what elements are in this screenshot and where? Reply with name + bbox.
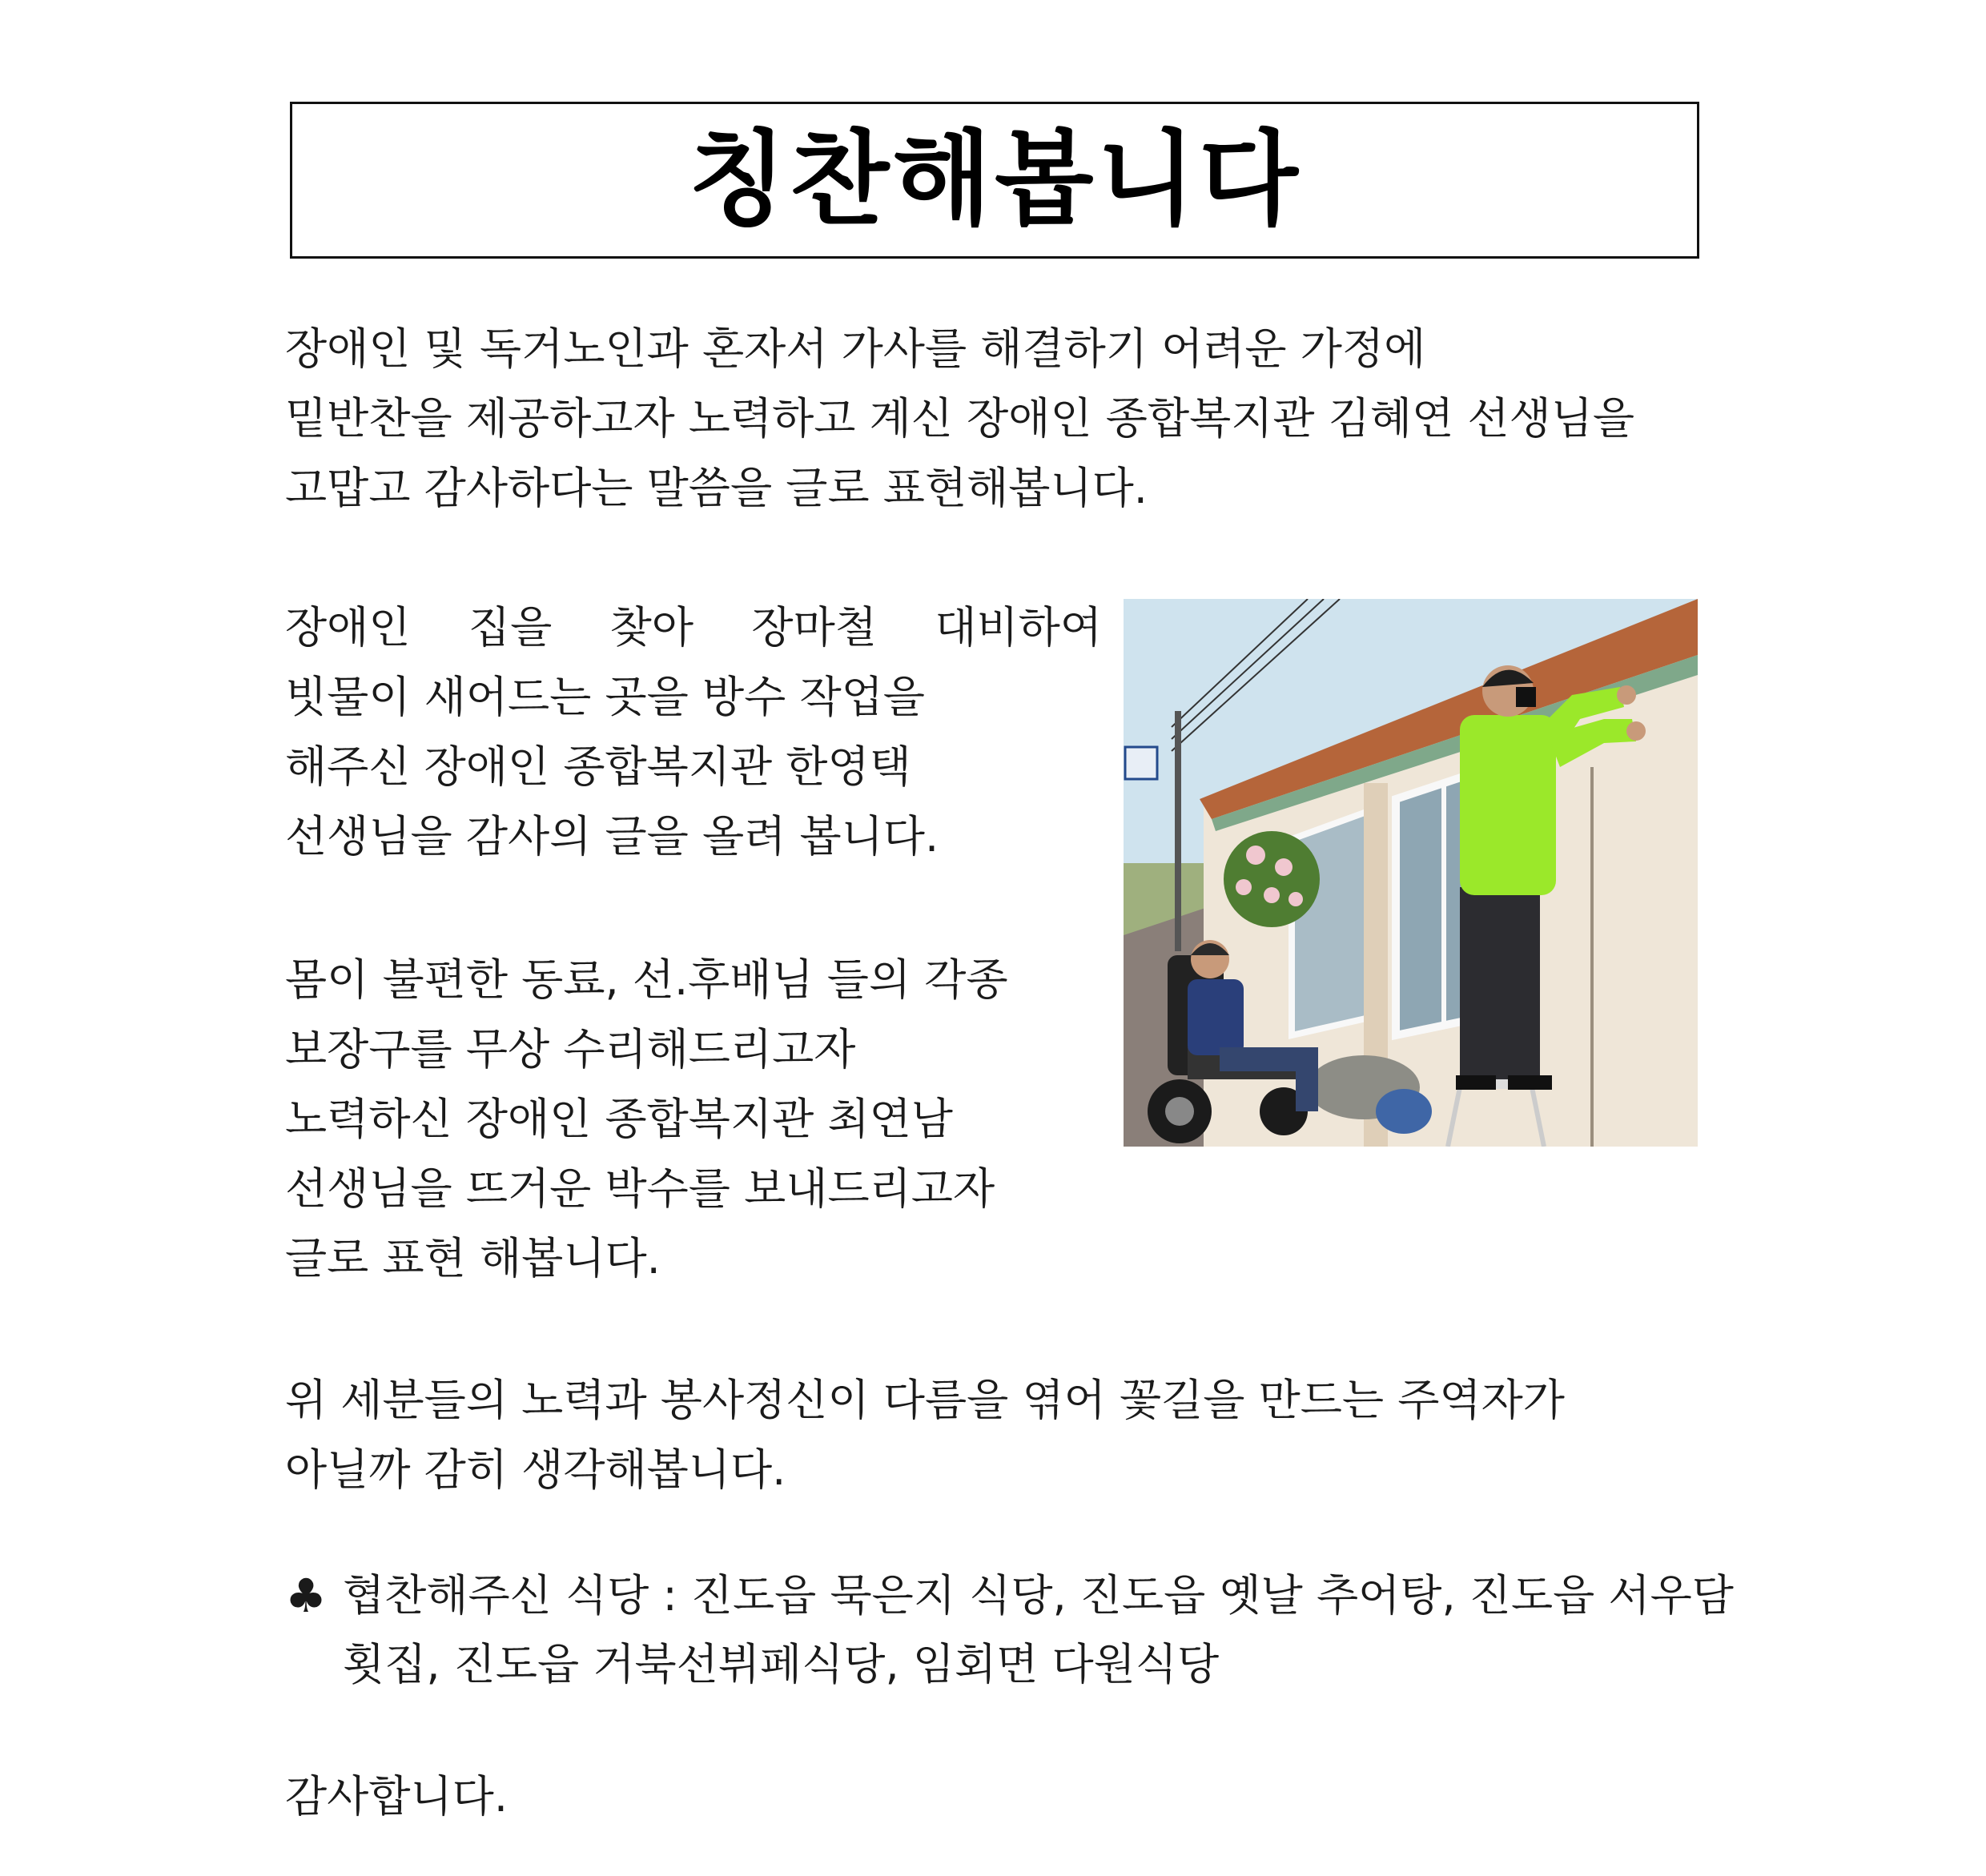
word: 대비하여: [935, 602, 1102, 653]
worker-hand: [1617, 685, 1636, 705]
word: 장애인: [285, 602, 411, 653]
worker-shoe: [1508, 1075, 1552, 1090]
worker-shirt: [1460, 715, 1556, 895]
rose-flower: [1288, 892, 1303, 906]
waterproof-line: 선생님을 감사의 글을 올려 봅니다.: [285, 811, 939, 862]
club-suit-icon: ♣: [285, 1569, 327, 1623]
word: 장마철: [751, 602, 877, 653]
closing-line: 아닐까 감히 생각해봅니다.: [285, 1444, 786, 1495]
rose-flower: [1275, 858, 1293, 876]
intro-line: 장애인 및 독거노인과 혼자서 가사를 해결하기 어려운 가정에: [285, 323, 1426, 374]
repair-line: 보장구를 무상 수리해드리고자: [285, 1024, 856, 1075]
closing-paragraph: [285, 1365, 1565, 1504]
worker-pants: [1460, 887, 1540, 1079]
volunteer-photo: [1124, 599, 1698, 1147]
intro-line: 밑반찬을 제공하고자 노력하고 계신 장애인 종합복지관 김혜연 선생님을: [285, 393, 1635, 444]
road-sign: [1125, 747, 1157, 779]
utility-pole: [1175, 711, 1181, 951]
intro-line: 고맙고 감사하다는 말씀을 글로 표현해봅니다.: [285, 463, 1148, 513]
waterproof-line: 해주신 장애인 종합복지관 한영택: [285, 741, 911, 792]
worker-shoe: [1456, 1075, 1496, 1090]
sponsor-line: 협찬해주신 식당 : 진도읍 묵은지 식당, 진도읍 옛날 추어탕, 진도읍 서우담: [343, 1570, 1734, 1621]
waterproof-line-justified: [285, 593, 1102, 662]
word: 찾아: [609, 602, 693, 653]
page-title: 칭찬해봅니다: [688, 120, 1301, 239]
thanks-text: 감사합니다.: [285, 1771, 508, 1822]
person-legs: [1296, 1047, 1318, 1111]
rose-bush: [1224, 831, 1320, 927]
sponsor-note: [285, 1561, 1734, 1699]
repair-line: 노력하신 장애인 종합복지관 최연남: [285, 1094, 953, 1144]
title-box: [290, 102, 1699, 259]
repair-paragraph: [285, 945, 1008, 1293]
person-jacket: [1188, 979, 1244, 1055]
wheelchair-wheel: [1165, 1097, 1194, 1126]
rose-flower: [1236, 879, 1252, 895]
rose-flower: [1246, 846, 1265, 865]
worker-hand: [1626, 721, 1646, 741]
intro-paragraph: [285, 314, 1634, 523]
sponsor-line: 횟집, 진도읍 거북선뷔페식당, 임회면 다원식당: [343, 1639, 1220, 1689]
person-legs: [1220, 1047, 1308, 1071]
repair-line: 선생님을 뜨거운 박수를 보내드리고자: [285, 1163, 995, 1214]
waterproof-line: 빗물이 새어드는 곳을 방수 작업을: [285, 672, 925, 722]
repair-line: 글로 표현 해봅니다.: [285, 1233, 661, 1283]
rose-flower: [1264, 887, 1280, 903]
worker-mask: [1516, 687, 1536, 707]
repair-line: 몸이 불편한 동료, 선.후배님 들의 각종: [285, 954, 1008, 1005]
waterproof-paragraph: [285, 593, 1102, 871]
flower-pot: [1376, 1089, 1432, 1134]
closing-line: 위 세분들의 노력과 봉사정신이 다름을 엮어 꽃길을 만드는 주역자가: [285, 1375, 1565, 1425]
word: 집을: [468, 602, 553, 653]
